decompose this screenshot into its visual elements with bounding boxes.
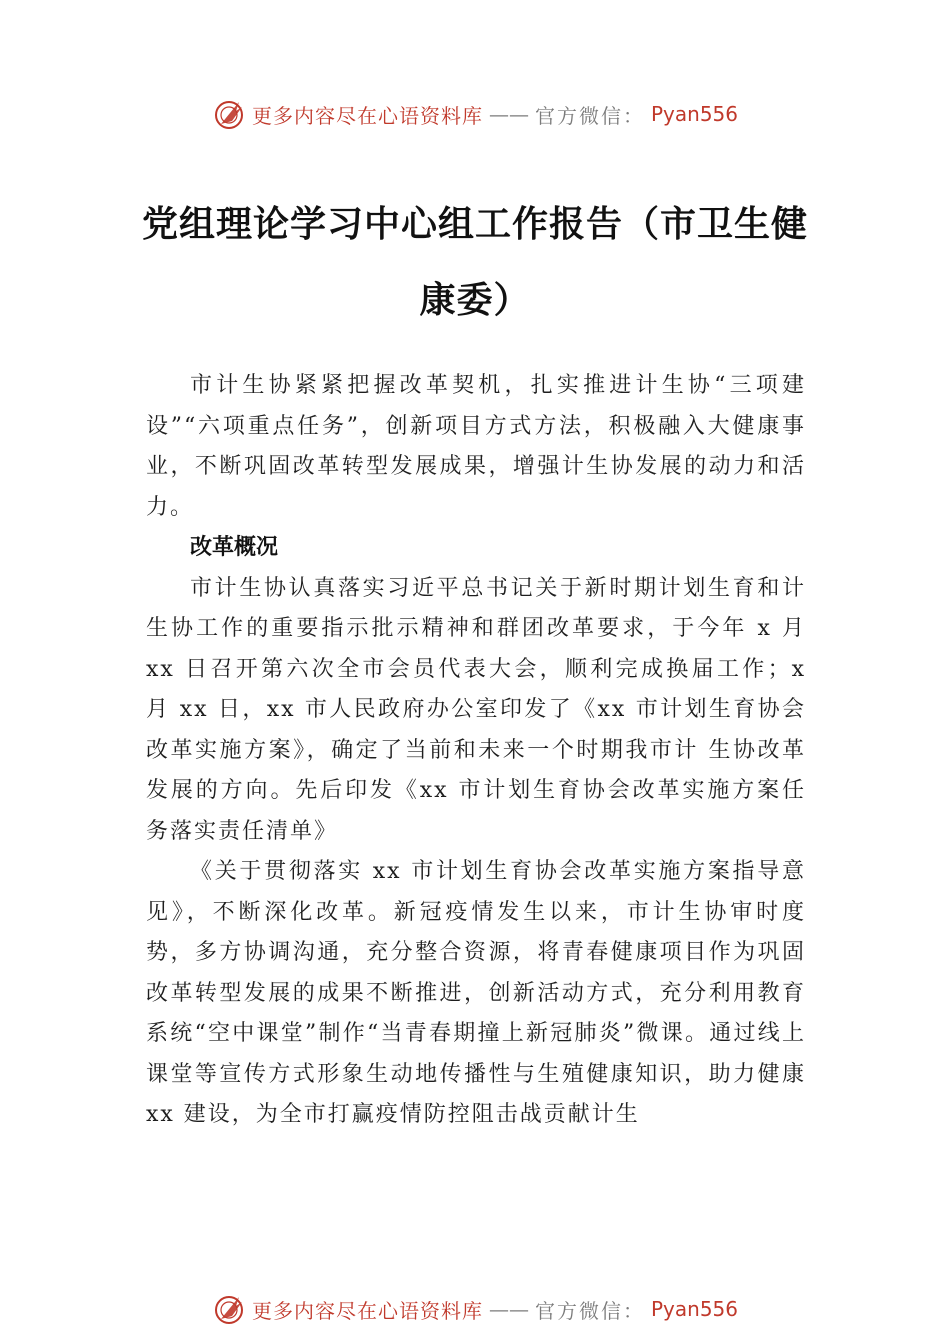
banner-site-text: 更多内容尽在心语资料库 — [251, 103, 483, 128]
banner-wechat-label: 官方微信： — [534, 103, 645, 128]
body-paragraph: 《关于贯彻落实 xx 市计划生育协会改革实施方案指导意见》，不断深化改革。新冠疫情发生以来，市计生协审时度势，多方协调沟通，充分整合资源，将青春健康项目作为巩固改革转型发展的成果不断推进，创新活动方式，充分利用教育系统“空中课堂”制作“当青春期撞上新冠肺炎”微课。通过线上课堂等宣传方式形象生动地传播性与生殖健康知识，助力健康 xx 建设，为全市打赢疫情防控阻击战贡献计生 — [146, 859, 806, 1127]
document-body — [146, 366, 806, 1136]
footer-watermark — [0, 1289, 950, 1329]
quill-seal-icon — [212, 1292, 246, 1326]
banner-wechat-id: Pyan556 — [650, 1297, 738, 1321]
banner-site-text: 更多内容尽在心语资料库 — [251, 1298, 483, 1323]
banner-wechat-id: Pyan556 — [650, 102, 738, 126]
quill-seal-icon — [212, 97, 246, 131]
banner-dash: —— — [488, 1297, 529, 1321]
document-title: 党组理论学习中心组工作报告（市卫生健康委） — [141, 203, 808, 321]
banner-wechat-label: 官方微信： — [534, 1298, 645, 1323]
intro-paragraph: 市计生协紧紧把握改革契机，扎实推进计生协“三项建设”“六项重点任务”，创新项目方式方法，积极融入大健康事业，不断巩固改革转型发展成果，增强计生协发展的动力和活力。 — [146, 373, 806, 520]
body-paragraph: 市计生协认真落实习近平总书记关于新时期计划生育和计生协工作的重要指示批示精神和群团改革要求，于今年 x 月 xx 日召开第六次全市会员代表大会，顺利完成换届工作；x 月 xx 日，xx 市人民政府办公室印发了《xx 市计划生育协会改革实施方案》，确定了当前和未来一个时期我市计 生协改革发展的方向。先后印发《xx 市计划生育协会改革实施方案任务落实责任清单》 — [146, 575, 806, 844]
banner-dash: —— — [488, 102, 529, 126]
header-watermark — [0, 94, 950, 134]
section-heading: 改革概况 — [190, 535, 279, 560]
